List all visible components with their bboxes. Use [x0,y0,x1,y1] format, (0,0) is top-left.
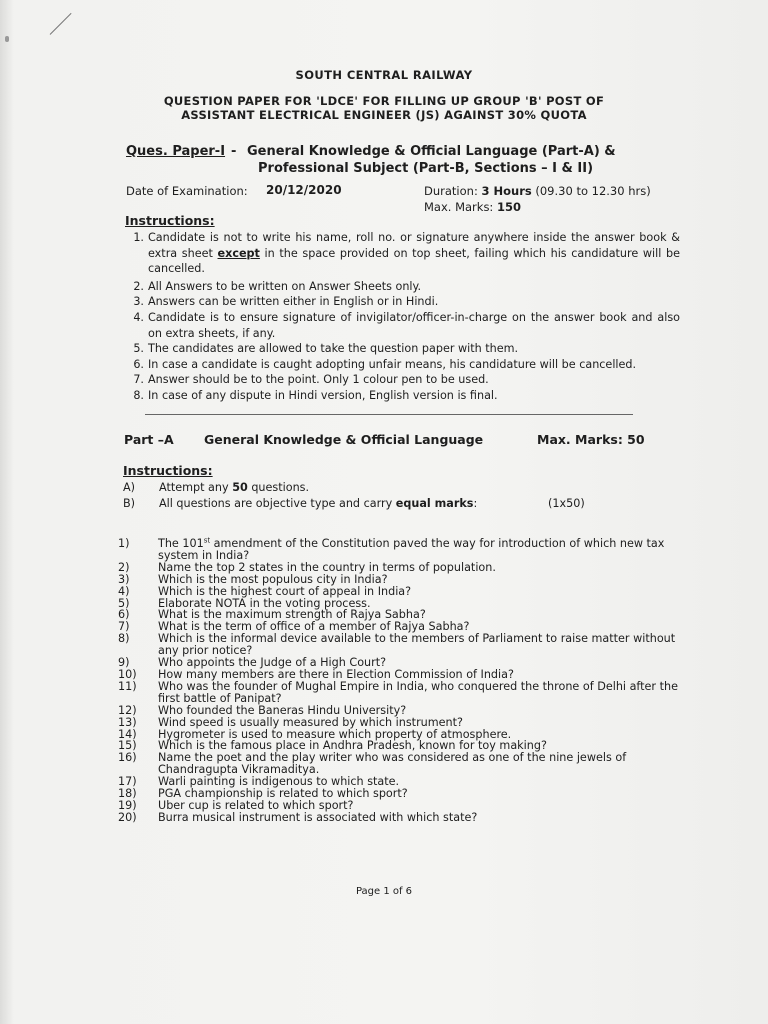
instruction-number: 6. [133,357,144,371]
question-text: What is the term of office of a member of Rajya Sabha? [158,620,470,634]
paper-label-dash: - [231,144,237,159]
question-text: Who founded the Baneras Hindu University? [158,703,407,717]
part-a-instructions-heading: Instructions: [123,463,213,478]
marks-formula: (1x50) [548,497,585,510]
question-text [158,538,678,562]
paper-heading-line1: QUESTION PAPER FOR 'LDCE' FOR FILLING UP GROUP 'B' POST OF [163,94,605,108]
question-number: 10) [118,667,137,681]
question-text: Wind speed is usually measured by which instrument? [158,715,463,729]
instruction-item [120,279,680,295]
paper-title-line1: General Knowledge & Official Language (Part-A) & [247,144,616,159]
instruction-item [120,357,680,373]
instruction-text-part: : [473,497,478,510]
question-text: Which is the informal device available to the members of Parliament to raise matter without any prior notice? [158,632,676,658]
duration-time: (09.30 to 12.30 hrs) [535,184,651,198]
question-text: Hygrometer is used to measure which property of atmosphere. [158,727,512,741]
instruction-text: Candidate is to ensure signature of invigilator/officer-in-charge on the answer book and also on extra sheets, if any. [148,310,680,340]
question-item [118,574,678,586]
instruction-number: 8. [133,388,144,402]
question-item [118,633,678,657]
question-text: Who appoints the Judge of a High Court? [158,656,387,670]
paper-title-line2: Professional Subject (Part-B, Sections – I & II) [258,161,594,176]
question-number: 2) [118,560,130,574]
exam-date-value: 20/12/2020 [266,183,342,197]
question-text: Who was the founder of Mughal Empire in India, who conquered the throne of Delhi after the first battle of Panipat? [158,679,678,705]
question-number: 15) [118,739,137,753]
scan-speck [5,36,9,42]
instructions-heading: Instructions: [125,213,215,228]
emphasis-equal-marks: equal marks [395,497,474,510]
question-item [118,705,678,717]
question-number: 18) [118,787,137,801]
question-number: 8) [118,632,130,646]
question-number: 20) [118,810,137,824]
question-number: 14) [118,727,137,741]
instruction-item [120,230,680,277]
instruction-text: Answers can be written either in English or in Hindi. [148,295,439,309]
ordinal-suffix: st [203,536,211,545]
question-number: 6) [118,608,130,622]
section-divider [145,414,633,415]
instruction-text-part: in the space provided on top sheet, failing which his candidature will be cancelled. [148,246,681,276]
exam-date-label: Date of Examination: [126,184,248,198]
question-item [118,562,678,574]
paper-heading-line2: ASSISTANT ELECTRICAL ENGINEER (JS) AGAINST 30% QUOTA [181,108,587,122]
instruction-text-part: All questions are objective type and carry [159,497,396,510]
emphasis-except: except [217,246,260,260]
instruction-number: 4. [133,310,144,324]
instruction-text [148,230,680,277]
instruction-text: In case a candidate is caught adopting unfair means, his candidature will be cancelled. [148,357,637,371]
duration [424,184,651,198]
question-text: Which is the most populous city in India? [158,572,388,586]
question-number: 3) [118,572,130,586]
question-number: 11) [118,679,137,693]
part-a-max-marks: Max. Marks: 50 [537,432,645,447]
max-marks-label: Max. Marks: [424,200,494,214]
instruction-number: 7. [133,373,144,387]
question-item [118,812,678,824]
question-list [118,538,678,824]
question-text: Uber cup is related to which sport? [158,798,354,812]
question-number: 16) [118,751,137,765]
instruction-text: In case of any dispute in Hindi version, English version is final. [148,388,498,402]
paper-label: Ques. Paper-I [126,144,226,159]
duration-value: 3 Hours [481,184,532,198]
question-number: 7) [118,620,130,634]
part-a-label: Part –A [124,432,174,447]
instruction-item [120,341,680,357]
question-number: 17) [118,775,137,789]
question-number: 13) [118,715,137,729]
question-text: Which is the highest court of appeal in India? [158,584,412,598]
instruction-number: 1. [133,231,144,244]
instruction-text: Answer should be to the point. Only 1 colour pen to be used. [148,373,489,387]
question-number: 5) [118,596,130,610]
question-number: 1) [118,537,130,550]
part-a-instruction-b [123,497,477,510]
question-text: How many members are there in Election Commission of India? [158,667,514,681]
question-text: Which is the famous place in Andhra Pradesh, known for toy making? [158,739,547,753]
instruction-number: 5. [133,342,144,356]
instruction-item [120,372,680,388]
instruction-text-part: questions. [247,481,310,494]
question-item [118,681,678,705]
question-number: 4) [118,584,130,598]
question-item [118,717,678,729]
max-marks [424,200,521,214]
question-item [118,586,678,598]
instruction-item [120,294,680,310]
question-text: Name the top 2 states in the country in terms of population. [158,560,496,574]
question-text: Burra musical instrument is associated with which state? [158,810,478,824]
question-text: Warli painting is indigenous to which state. [158,775,400,789]
question-text: What is the maximum strength of Rajya Sabha? [158,608,426,622]
instruction-item [120,310,680,341]
question-number: 9) [118,656,130,670]
instructions-list [120,230,680,404]
question-item [118,752,678,776]
instruction-key: A) [123,481,136,494]
pen-stroke-mark [50,13,72,35]
max-marks-value: 150 [496,200,521,214]
part-a-instruction-a [123,481,309,494]
question-number: 12) [118,703,137,717]
instruction-number: 3. [133,295,144,309]
question-text: Name the poet and the play writer who was considered as one of the nine jewels of Chandragupta Vikramaditya. [158,751,627,777]
org-title: SOUTH CENTRAL RAILWAY [295,68,473,82]
instruction-text: All Answers to be written on Answer Sheets only. [148,279,422,293]
instruction-number: 2. [133,279,144,293]
instruction-text-part: Attempt any [159,481,233,494]
duration-label: Duration: [424,184,478,198]
question-text-part: amendment of the Constitution paved the way for introduction of which new tax system in India? [158,537,665,562]
question-text-part: The 101 [158,537,204,550]
instruction-key: B) [123,497,136,510]
instruction-text-part: Candidate is not to write his name, roll no. or signature anywhere inside the answer book & extra sheet [148,231,680,260]
emphasis-count: 50 [232,481,248,494]
question-number: 19) [118,798,137,812]
question-text: PGA championship is related to which sport? [158,787,408,801]
question-text: Elaborate NOTA in the voting process. [158,596,371,610]
part-a-title: General Knowledge & Official Language [204,432,484,447]
instruction-item [120,388,680,404]
page-number: Page 1 of 6 [355,886,413,897]
question-item [118,538,678,562]
instruction-text: The candidates are allowed to take the question paper with them. [148,342,519,356]
